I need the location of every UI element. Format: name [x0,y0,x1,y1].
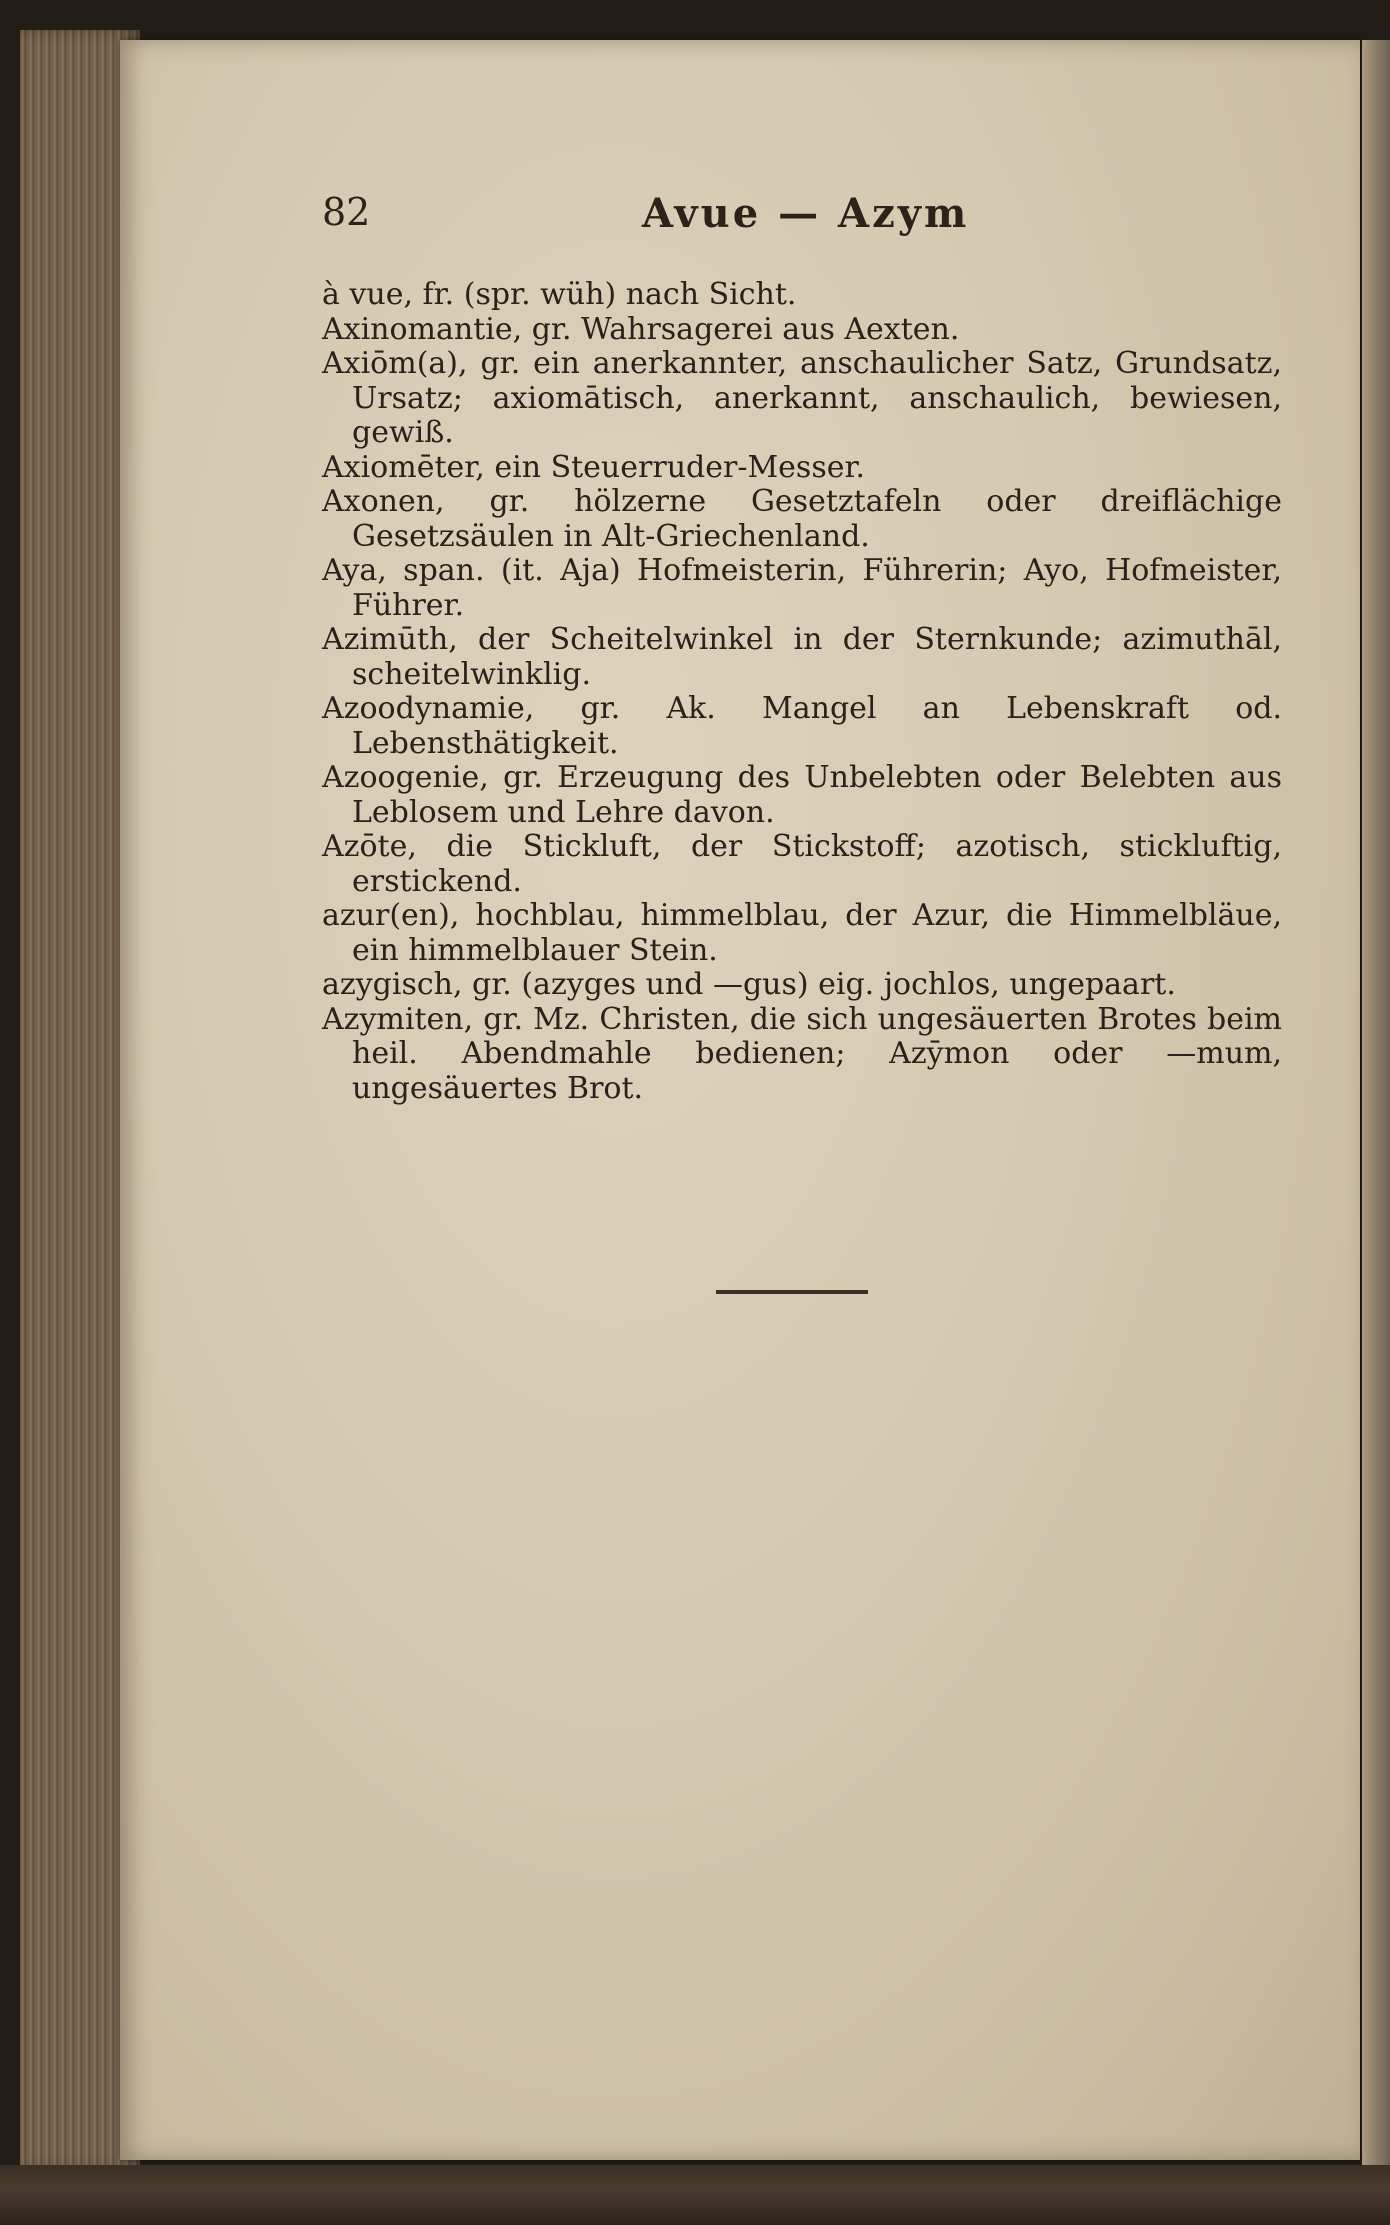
dictionary-entry: Azymiten, gr. Mz. Christen, die sich ungesäuerten Brotes beim heil. Abendmahle bedienen; Azȳmon oder —mum, ungesäuertes Brot. [322,1001,1282,1106]
book-bottom-edge [0,2165,1390,2225]
dictionary-entry: Azōte, die Stickluft, der Stickstoff; azotisch, stickluftig, erstickend. [322,829,1282,899]
dictionary-entry: azur(en), hochblau, himmelblau, der Azur, die Himmelbläue, ein himmelblauer Stein. [322,898,1282,968]
dictionary-entries [322,278,1282,1106]
dictionary-entry: Azoodynamie, gr. Ak. Mangel an Lebenskraft od. Lebensthätigkeit. [322,691,1282,761]
dictionary-entry: Axinomantie, gr. Wahrsagerei aus Aexten. [322,311,960,347]
page-number: 82 [322,190,371,234]
dictionary-entry: Axiomēter, ein Steuerruder-Messer. [322,449,866,485]
dictionary-entry: azygisch, gr. (azyges und —gus) eig. jochlos, ungepaart. [322,967,1176,1002]
end-rule [716,1290,868,1294]
dictionary-entry: Azoogenie, gr. Erzeugung des Unbelebten oder Belebten aus Leblosem und Lehre davon. [322,760,1282,830]
running-head: Avue — Azym [642,190,970,237]
next-page-edge [1362,40,1390,2170]
dictionary-entry: à vue, fr. (spr. wüh) nach Sicht. [322,277,797,312]
dictionary-entry: Axiōm(a), gr. ein anerkannter, anschaulicher Satz, Grundsatz, Ursatz; axiomātisch, anerkannt, anschaulich, bewiesen, gewiß. [322,346,1282,450]
page-header [322,190,972,250]
dictionary-entry: Axonen, gr. hölzerne Gesetztafeln oder dreiflächige Gesetzsäulen in Alt-Griechenland. [322,484,1282,554]
dictionary-entry: Azimūth, der Scheitelwinkel in der Sternkunde; azimuthāl, scheitelwinklig. [322,622,1282,692]
dictionary-entry: Aya, span. (it. Aja) Hofmeisterin, Führerin; Ayo, Hofmeister, Führer. [322,553,1282,623]
